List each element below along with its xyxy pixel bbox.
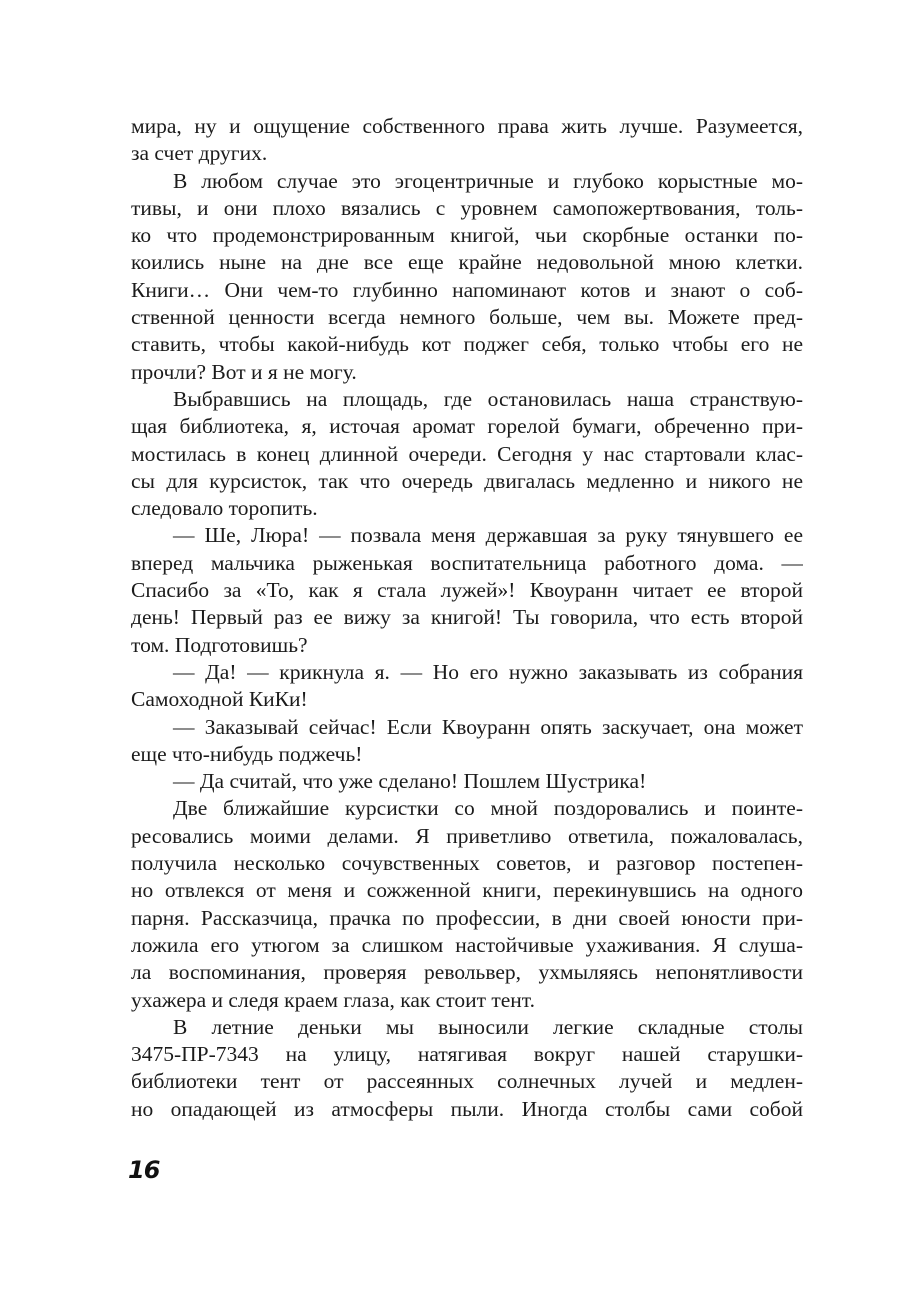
text-line: — Да считай, что уже сделано! Пошлем Шустрика! [173, 769, 647, 794]
text-line: но опадающей из атмосферы пыли. Иногда столбы сами собой [131, 1096, 803, 1121]
text-line: — Ше, Люра! — позвала меня державшая за руку тянувшего ее [173, 523, 803, 548]
text-line: тивы, и они плохо вязались с уровнем самопожертвования, толь- [131, 195, 803, 220]
text-line: следовало торопить. [131, 496, 318, 521]
page-number: 16 [128, 1156, 160, 1184]
text-line: том. Подготовишь? [131, 632, 308, 657]
text-line: щая библиотека, я, источая аромат горелой бумаги, обреченно при- [131, 414, 803, 439]
text-line: день! Первый раз ее вижу за книгой! Ты говорила, что есть второй [131, 605, 803, 630]
text-line: — Да! — крикнула я. — Но его нужно заказывать из собрания [173, 659, 803, 684]
text-line: ставить, чтобы какой-нибудь кот поджег себя, только чтобы его не [131, 332, 803, 357]
text-line: В любом случае это эгоцентричные и глубоко корыстные мо- [173, 168, 803, 193]
text-line: ухажера и следя краем глаза, как стоит тент. [131, 987, 535, 1012]
text-line: библиотеки тент от рассеянных солнечных лучей и медлен- [131, 1069, 803, 1094]
text-line: В летние деньки мы выносили легкие складные столы [173, 1014, 803, 1039]
text-line: Книги… Они чем-то глубинно напоминают котов и знают о соб- [131, 277, 803, 302]
text-line: парня. Рассказчица, прачка по профессии, в дни своей юности при- [131, 905, 803, 930]
text-line: ственной ценности всегда немного больше, чем вы. Можете пред- [131, 305, 803, 330]
text-line: еще что-нибудь поджечь! [131, 741, 363, 766]
text-line: Две ближайшие курсистки со мной поздоровались и поинте- [173, 796, 803, 821]
text-line: Спасибо за «То, как я стала лужей»! Квоуранн читает ее второй [131, 578, 803, 603]
text-line: ресовались моими делами. Я приветливо ответила, пожаловалась, [131, 823, 803, 848]
text-line: но отвлекся от меня и сожженной книги, перекинувшись на одного [131, 878, 803, 903]
text-line: мостилась в конец длинной очереди. Сегодня у нас стартовали клас- [131, 441, 803, 466]
text-line: мира, ну и ощущение собственного права жить лучше. Разумеется, [131, 114, 803, 138]
text-line: коились ныне на дне все еще крайне недовольной мною клетки. [131, 250, 803, 275]
text-line: сы для курсисток, так что очередь двигалась медленно и никого не [131, 468, 803, 493]
text-line: вперед мальчика рыженькая воспитательница работного дома. — [131, 550, 803, 575]
text-line: Выбравшись на площадь, где остановилась наша странствую- [173, 386, 803, 411]
text-line: — Заказывай сейчас! Если Квоуранн опять заскучает, она может [173, 714, 803, 739]
text-line: Самоходной КиКи! [131, 687, 308, 712]
text-line: ла воспоминания, проверяя револьвер, ухмыляясь непонятливости [131, 960, 803, 985]
text-line: 3475-ПР-7343 на улицу, натягивая вокруг нашей старушки- [131, 1042, 803, 1067]
text-line: получила несколько сочувственных советов, и разговор постепен- [131, 851, 803, 876]
page-body [131, 113, 803, 1123]
text-line: ложила его утюгом за слишком настойчивые ухаживания. Я слуша- [131, 932, 803, 957]
text-line: прочли? Вот и я не могу. [131, 359, 357, 384]
text-line: за счет других. [131, 141, 268, 166]
text-line: ко что продемонстрированным книгой, чьи скорбные останки по- [131, 223, 803, 248]
